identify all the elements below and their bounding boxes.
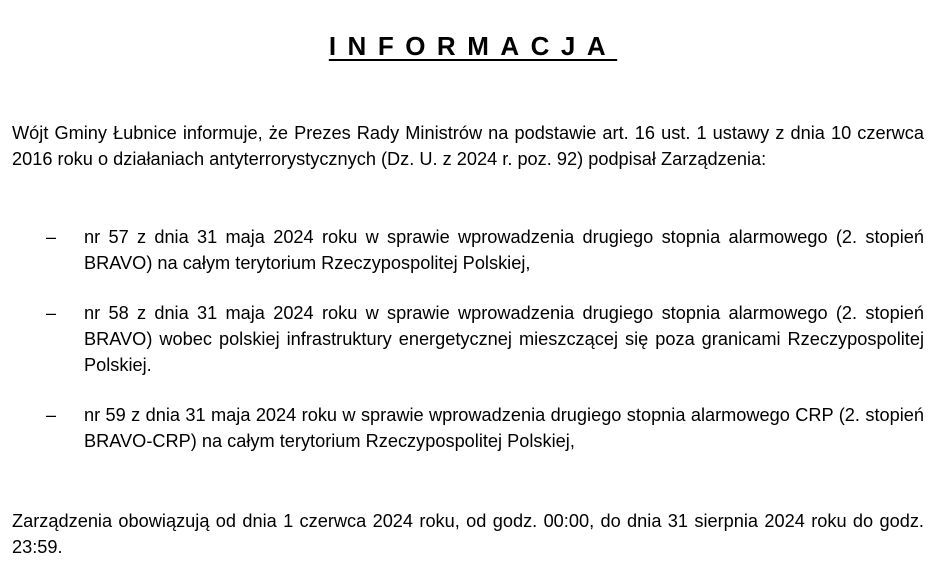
list-item-text: nr 57 z dnia 31 maja 2024 roku w sprawie wprowadzenia drugiego stopnia alarmowego (2. stopień BRAVO) na całym terytorium Rzeczypospolitej Polskiej, [84, 227, 924, 273]
list-bullet: – [46, 303, 57, 323]
list-item-text: nr 58 z dnia 31 maja 2024 roku w sprawie wprowadzenia drugiego stopnia alarmowego (2. stopień BRAVO) wobec polskiej infrastruktury energetycznej mieszczącej się poza granicami Rzeczypospolitej Polskiej. [84, 303, 924, 375]
intro-paragraph: Wójt Gminy Łubnice informuje, że Prezes Rady Ministrów na podstawie art. 16 ust. 1 ustawy z dnia 10 czerwca 2016 roku o działaniach antyterrorystycznych (Dz. U. z 2024 r. poz. 92) podpisał Zarządzenia: [12, 123, 924, 169]
list-bullet: – [46, 405, 57, 425]
document-title: INFORMACJA [328, 31, 618, 61]
list-bullet: – [46, 227, 57, 247]
list-item-text: nr 59 z dnia 31 maja 2024 roku w sprawie wprowadzenia drugiego stopnia alarmowego CRP (2. stopień BRAVO-CRP) na całym terytorium Rzeczypospolitej Polskiej, [84, 405, 924, 451]
closing-paragraph: Zarządzenia obowiązują od dnia 1 czerwca 2024 roku, od godz. 00:00, do dnia 31 sierpnia 2024 roku do godz. 23:59. [12, 511, 924, 557]
document-title-container [0, 30, 935, 62]
